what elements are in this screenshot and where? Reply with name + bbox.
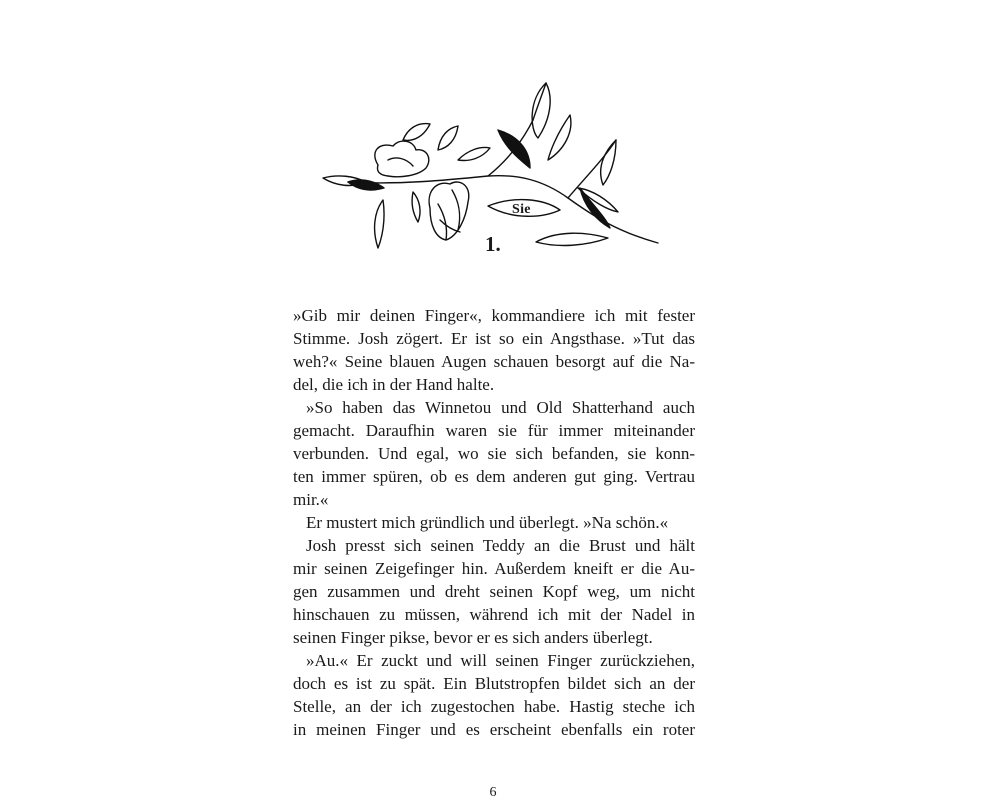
paragraph [293, 649, 695, 741]
text-line: »So haben das Winnetou und Old Shatterhand auch [306, 398, 695, 417]
text-line: ten immer spüren, ob es dem anderen gut ging. Vertrau [293, 467, 695, 486]
text-line: del, die ich in der Hand halte. [293, 375, 495, 394]
page-number: 6 [489, 785, 497, 800]
text-line: gen zusammen und dreht seinen Kopf weg, um nicht [293, 582, 695, 601]
text-line: doch es ist zu spät. Ein Blutstropfen bildet sich an der [293, 674, 695, 693]
text-line: Josh presst sich seinen Teddy an die Brust und hält [306, 536, 695, 555]
paragraph [293, 534, 695, 649]
text-line: hinschauen zu müssen, während ich mit der Nadel in [293, 605, 695, 624]
text-line: mir.« [293, 490, 329, 509]
text-line: in meinen Finger und es erscheint ebenfalls ein roter [293, 720, 695, 739]
text-line: mir seinen Zeigefinger hin. Außerdem kneift er die Au- [293, 559, 695, 578]
chapter-subtitle: Sie [512, 202, 531, 217]
paragraph [293, 511, 695, 534]
chapter-number: 1. [485, 232, 501, 256]
text-line: seinen Finger pikse, bevor er es sich anders überlegt. [293, 628, 653, 647]
text-line: gemacht. Daraufhin waren sie für immer miteinander [293, 421, 695, 440]
paragraph [293, 304, 695, 396]
text-line: »Gib mir deinen Finger«, kommandiere ich mit fester [293, 306, 695, 325]
text-line: Er mustert mich gründlich und überlegt. »Na schön.« [306, 513, 669, 532]
text-line: Stimme. Josh zögert. Er ist so ein Angsthase. »Tut das [293, 329, 695, 348]
paragraph [293, 396, 695, 511]
text-line: »Au.« Er zuckt und will seinen Finger zurückziehen, [306, 651, 695, 670]
text-line: Stelle, an der ich zugestochen habe. Hastig steche ich [293, 697, 695, 716]
body-text [293, 304, 695, 741]
floral-branch-icon [318, 80, 664, 252]
text-line: weh?« Seine blauen Augen schauen besorgt auf die Na- [293, 352, 695, 371]
text-line: verbunden. Und egal, wo sie sich befanden, sie konn- [293, 444, 695, 463]
